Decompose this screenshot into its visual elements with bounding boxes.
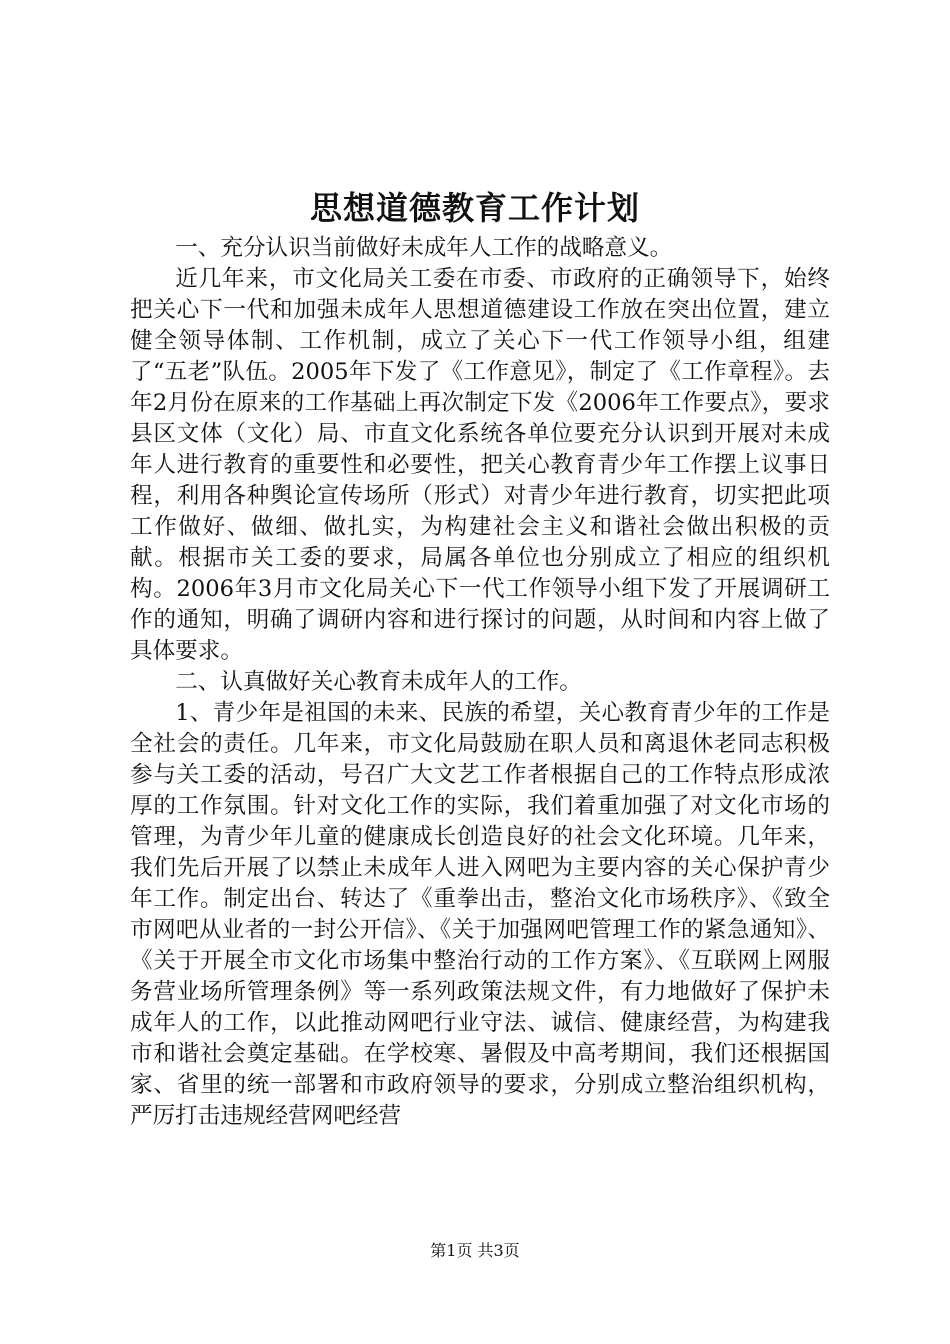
section-heading-1: 一、充分认识当前做好未成年人工作的战略意义。 bbox=[175, 235, 673, 261]
document-title: 思想道德教育工作计划 bbox=[309, 189, 640, 227]
section-heading-2: 二、认真做好关心教育未成年人的工作。 bbox=[175, 669, 582, 695]
body-paragraph-2: 1、青少年是祖国的未来、民族的希望，关心教育青少年的工作是全社会的责任。几年来，市文化局鼓励在职人员和离退休老同志积极参与关工委的活动，号召广大文艺工作者根据自己的工作特点形成浓厚的工作氛围。针对文化工作的实际，我们着重加强了对文化市场的管理，为青少年儿童的健康成长创造良好的社会文化环境。几年来，我们先后开展了以禁止未成年人进入网吧为主要内容的关心保护青少年工作。制定出台、转达了《重拳出击，整治文化市场秩序》、《致全市网吧从业者的一封公开信》、《关于加强网吧管理工作的紧急通知》、《关于开展全市文化市场集中整治行动的工作方案》、《互联网上网服务营业场所管理条例》等一系列政策法规文件，有力地做好了保护未成年人的工作，以此推动网吧行业守法、诚信、健康经营，为构建我市和谐社会奠定基础。在学校寒、暑假及中高考期间，我们还根据国家、省里的统一部署和市政府领导的要求，分别成立整治组织机构，严厉打击违规经营网吧经营 bbox=[130, 700, 830, 1129]
body-paragraph-1: 近几年来，市文化局关工委在市委、市政府的正确领导下，始终把关心下一代和加强未成年人思想道德建设工作放在突出位置，建立健全领导体制、工作机制，成立了关心下一代工作领导小组，组建了“五老”队伍。2005年下发了《工作意见》，制定了《工作章程》。去年2月份在原来的工作基础上再次制定下发《2006年工作要点》，要求县区文体（文化）局、市直文化系统各单位要充分认识到开展对未成年人进行教育的重要性和必要性，把关心教育青少年工作摆上议事日程，利用各种舆论宣传场所（形式）对青少年进行教育，切实把此项工作做好、做细、做扎实，为构建社会主义和谐社会做出积极的贡献。根据市关工委的要求，局属各单位也分别成立了相应的组织机构。2006年3月市文化局关心下一代工作领导小组下发了开展调研工作的通知，明确了调研内容和进行探讨的问题，从时间和内容上做了具体要求。 bbox=[130, 266, 830, 664]
document-body bbox=[130, 233, 830, 1132]
page-number-footer: 第1页 共3页 bbox=[430, 1241, 520, 1260]
